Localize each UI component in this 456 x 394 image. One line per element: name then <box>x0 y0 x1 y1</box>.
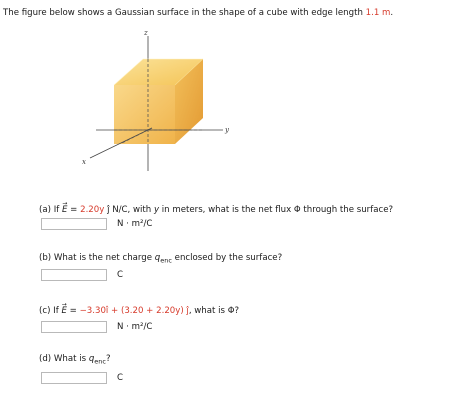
intro-end: . <box>390 8 394 18</box>
field-coefficient: 2.20y <box>80 205 105 215</box>
answer-c-input[interactable] <box>41 321 107 333</box>
field-expression: −3.30î + (3.20 + 2.20y) ĵ <box>79 306 189 316</box>
axis-label-z: z <box>144 29 148 37</box>
cube-front-face <box>114 85 175 144</box>
answer-b-input[interactable] <box>41 269 107 281</box>
vector-e: E → <box>62 200 68 215</box>
answer-d-input[interactable] <box>41 372 107 384</box>
edge-length: 1.1 m <box>365 8 391 18</box>
unit-a: N · m²/C <box>117 219 153 229</box>
unit-d: C <box>117 373 124 383</box>
vector-e: E → <box>61 301 67 316</box>
intro-text: The figure below shows a Gaussian surface in the shape of a cube with edge length <box>3 8 366 18</box>
answer-a-input[interactable] <box>41 218 107 230</box>
question-a: (a) If E → = 2.20y ĵ N/C, with y in meters, what is the net flux Φ through the surface? <box>39 200 394 215</box>
question-c: (c) If E → = −3.30î + (3.20 + 2.20y) ĵ, what is Φ? <box>39 301 240 316</box>
axis-label-y: y <box>225 126 229 134</box>
question-d: (d) What is $q_{enc}$? <box>39 354 111 366</box>
problem-statement <box>3 8 393 18</box>
unit-b: C <box>117 270 124 280</box>
gaussian-cube-figure <box>80 26 250 176</box>
unit-c: N · m²/C <box>117 322 153 332</box>
question-b: (b) What is the net charge $q_{enc}$ enclosed by the surface? <box>39 253 283 265</box>
axis-label-x: x <box>82 158 86 166</box>
